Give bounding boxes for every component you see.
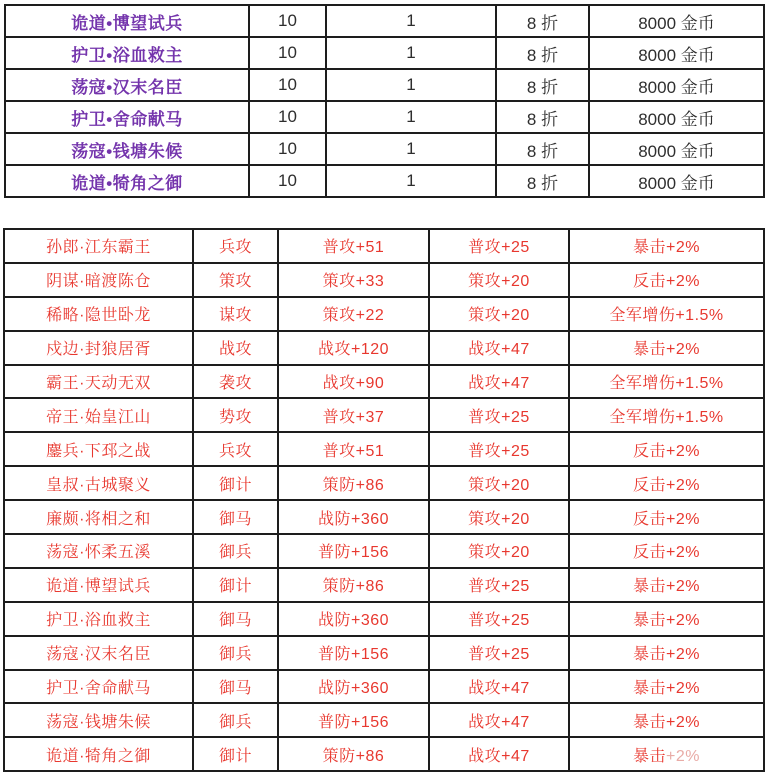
bonus-stat-cell: 全军增伤+1.5%	[569, 398, 764, 432]
item-name-cell: 护卫•舍命献马	[5, 101, 249, 133]
main-stat-cell: 策攻+33	[278, 263, 429, 297]
secondary-stat-cell: 普攻+25	[429, 398, 569, 432]
table-row	[5, 133, 764, 165]
price-cell: 8000 金币	[589, 101, 764, 133]
bonus-stat-cell: 暴击+2%	[569, 331, 764, 365]
table-row	[4, 297, 764, 331]
table-row	[4, 636, 764, 670]
stats-table	[3, 228, 765, 772]
table-row	[4, 432, 764, 466]
slot-type-cell: 兵攻	[193, 229, 278, 263]
slot-type-cell: 战攻	[193, 331, 278, 365]
secondary-stat-cell: 策攻+20	[429, 500, 569, 534]
main-stat-cell: 战攻+90	[278, 365, 429, 399]
slot-type-cell: 御兵	[193, 534, 278, 568]
treatise-name-cell: 阴谋·暗渡陈仓	[4, 263, 193, 297]
secondary-stat-cell: 普攻+25	[429, 568, 569, 602]
discount-cell: 8 折	[496, 37, 589, 69]
treatise-name-cell: 护卫·浴血救主	[4, 602, 193, 636]
table-row	[5, 37, 764, 69]
table-row	[4, 703, 764, 737]
bonus-stat-cell: 反击+2%	[569, 432, 764, 466]
item-name-cell: 荡寇•钱塘朱候	[5, 133, 249, 165]
treatise-name-cell: 帝王·始皇江山	[4, 398, 193, 432]
bonus-stat-cell: 暴击+2%	[569, 703, 764, 737]
secondary-stat-cell: 战攻+47	[429, 670, 569, 704]
table-row	[4, 263, 764, 297]
price-cell: 8000 金币	[589, 5, 764, 37]
quantity-cell: 10	[249, 133, 326, 165]
main-stat-cell: 策防+86	[278, 737, 429, 771]
main-stat-cell: 普攻+51	[278, 229, 429, 263]
table-row	[4, 331, 764, 365]
table-row	[4, 466, 764, 500]
main-stat-cell: 普防+156	[278, 703, 429, 737]
secondary-stat-cell: 策攻+20	[429, 263, 569, 297]
treatise-name-cell: 戍边·封狼居胥	[4, 331, 193, 365]
slot-type-cell: 袭攻	[193, 365, 278, 399]
bonus-stat-cell	[569, 737, 764, 771]
discount-cell: 8 折	[496, 69, 589, 101]
slot-type-cell: 御兵	[193, 636, 278, 670]
table-row	[4, 534, 764, 568]
main-stat-cell: 普防+156	[278, 534, 429, 568]
bonus-stat-faded-value: +2%	[666, 747, 700, 765]
table-row	[4, 737, 764, 771]
quantity-cell: 10	[249, 5, 326, 37]
table-row	[4, 670, 764, 704]
main-stat-cell: 战防+360	[278, 670, 429, 704]
treatise-name-cell: 稀略·隐世卧龙	[4, 297, 193, 331]
bonus-stat-cell: 反击+2%	[569, 466, 764, 500]
shop-table	[4, 4, 765, 198]
bonus-stat-cell: 暴击+2%	[569, 670, 764, 704]
treatise-name-cell: 皇叔·古城聚义	[4, 466, 193, 500]
discount-cell: 8 折	[496, 101, 589, 133]
item-name-cell: 诡道•犄角之御	[5, 165, 249, 197]
quantity-cell: 10	[249, 69, 326, 101]
table-row	[5, 69, 764, 101]
table-row	[5, 165, 764, 197]
slot-type-cell: 策攻	[193, 263, 278, 297]
main-stat-cell: 策攻+22	[278, 297, 429, 331]
price-cell: 8000 金币	[589, 165, 764, 197]
quantity-cell: 10	[249, 101, 326, 133]
treatise-name-cell: 荡寇·钱塘朱候	[4, 703, 193, 737]
bonus-stat-cell: 暴击+2%	[569, 602, 764, 636]
secondary-stat-cell: 战攻+47	[429, 365, 569, 399]
slot-type-cell: 势攻	[193, 398, 278, 432]
main-stat-cell: 策防+86	[278, 568, 429, 602]
secondary-stat-cell: 普攻+25	[429, 229, 569, 263]
main-stat-cell: 战攻+120	[278, 331, 429, 365]
discount-cell: 8 折	[496, 5, 589, 37]
price-cell: 8000 金币	[589, 69, 764, 101]
quantity-cell: 10	[249, 165, 326, 197]
bonus-stat-cell: 反击+2%	[569, 534, 764, 568]
bonus-stat-cell: 反击+2%	[569, 263, 764, 297]
limit-cell: 1	[326, 165, 496, 197]
treatise-name-cell: 廉颇·将相之和	[4, 500, 193, 534]
bonus-stat-cell: 暴击+2%	[569, 229, 764, 263]
limit-cell: 1	[326, 5, 496, 37]
main-stat-cell: 战防+360	[278, 500, 429, 534]
table-row	[4, 568, 764, 602]
table-row	[4, 602, 764, 636]
secondary-stat-cell: 普攻+25	[429, 602, 569, 636]
table-row	[5, 5, 764, 37]
bonus-stat-cell: 全军增伤+1.5%	[569, 365, 764, 399]
treatise-name-cell: 鏖兵·下邳之战	[4, 432, 193, 466]
secondary-stat-cell: 普攻+25	[429, 432, 569, 466]
price-cell: 8000 金币	[589, 37, 764, 69]
secondary-stat-cell: 策攻+20	[429, 466, 569, 500]
limit-cell: 1	[326, 69, 496, 101]
slot-type-cell: 御马	[193, 670, 278, 704]
limit-cell: 1	[326, 101, 496, 133]
limit-cell: 1	[326, 37, 496, 69]
treatise-name-cell: 荡寇·怀柔五溪	[4, 534, 193, 568]
price-cell: 8000 金币	[589, 133, 764, 165]
bonus-stat-cell: 暴击+2%	[569, 636, 764, 670]
treatise-name-cell: 诡道·犄角之御	[4, 737, 193, 771]
bonus-stat-cell: 暴击+2%	[569, 568, 764, 602]
item-name-cell: 护卫•浴血救主	[5, 37, 249, 69]
slot-type-cell: 兵攻	[193, 432, 278, 466]
discount-cell: 8 折	[496, 165, 589, 197]
slot-type-cell: 谋攻	[193, 297, 278, 331]
item-name-cell: 诡道•博望试兵	[5, 5, 249, 37]
secondary-stat-cell: 战攻+47	[429, 737, 569, 771]
treatise-name-cell: 护卫·舍命献马	[4, 670, 193, 704]
discount-cell: 8 折	[496, 133, 589, 165]
bonus-stat-label: 暴击	[633, 747, 667, 765]
slot-type-cell: 御计	[193, 568, 278, 602]
treatise-name-cell: 荡寇·汉末名臣	[4, 636, 193, 670]
slot-type-cell: 御马	[193, 500, 278, 534]
main-stat-cell: 普攻+51	[278, 432, 429, 466]
main-stat-cell: 普防+156	[278, 636, 429, 670]
limit-cell: 1	[326, 133, 496, 165]
treatise-name-cell: 霸王·天动无双	[4, 365, 193, 399]
table-row	[4, 500, 764, 534]
secondary-stat-cell: 策攻+20	[429, 297, 569, 331]
secondary-stat-cell: 普攻+25	[429, 636, 569, 670]
main-stat-cell: 普攻+37	[278, 398, 429, 432]
table-row	[5, 101, 764, 133]
slot-type-cell: 御兵	[193, 703, 278, 737]
treatise-name-cell: 诡道·博望试兵	[4, 568, 193, 602]
table-row	[4, 229, 764, 263]
slot-type-cell: 御计	[193, 737, 278, 771]
slot-type-cell: 御马	[193, 602, 278, 636]
slot-type-cell: 御计	[193, 466, 278, 500]
main-stat-cell: 战防+360	[278, 602, 429, 636]
bonus-stat-cell: 全军增伤+1.5%	[569, 297, 764, 331]
main-stat-cell: 策防+86	[278, 466, 429, 500]
secondary-stat-cell: 战攻+47	[429, 703, 569, 737]
table-row	[4, 398, 764, 432]
treatise-name-cell: 孙郎·江东霸王	[4, 229, 193, 263]
secondary-stat-cell: 战攻+47	[429, 331, 569, 365]
quantity-cell: 10	[249, 37, 326, 69]
item-name-cell: 荡寇•汉末名臣	[5, 69, 249, 101]
bonus-stat-cell: 反击+2%	[569, 500, 764, 534]
secondary-stat-cell: 策攻+20	[429, 534, 569, 568]
table-row	[4, 365, 764, 399]
